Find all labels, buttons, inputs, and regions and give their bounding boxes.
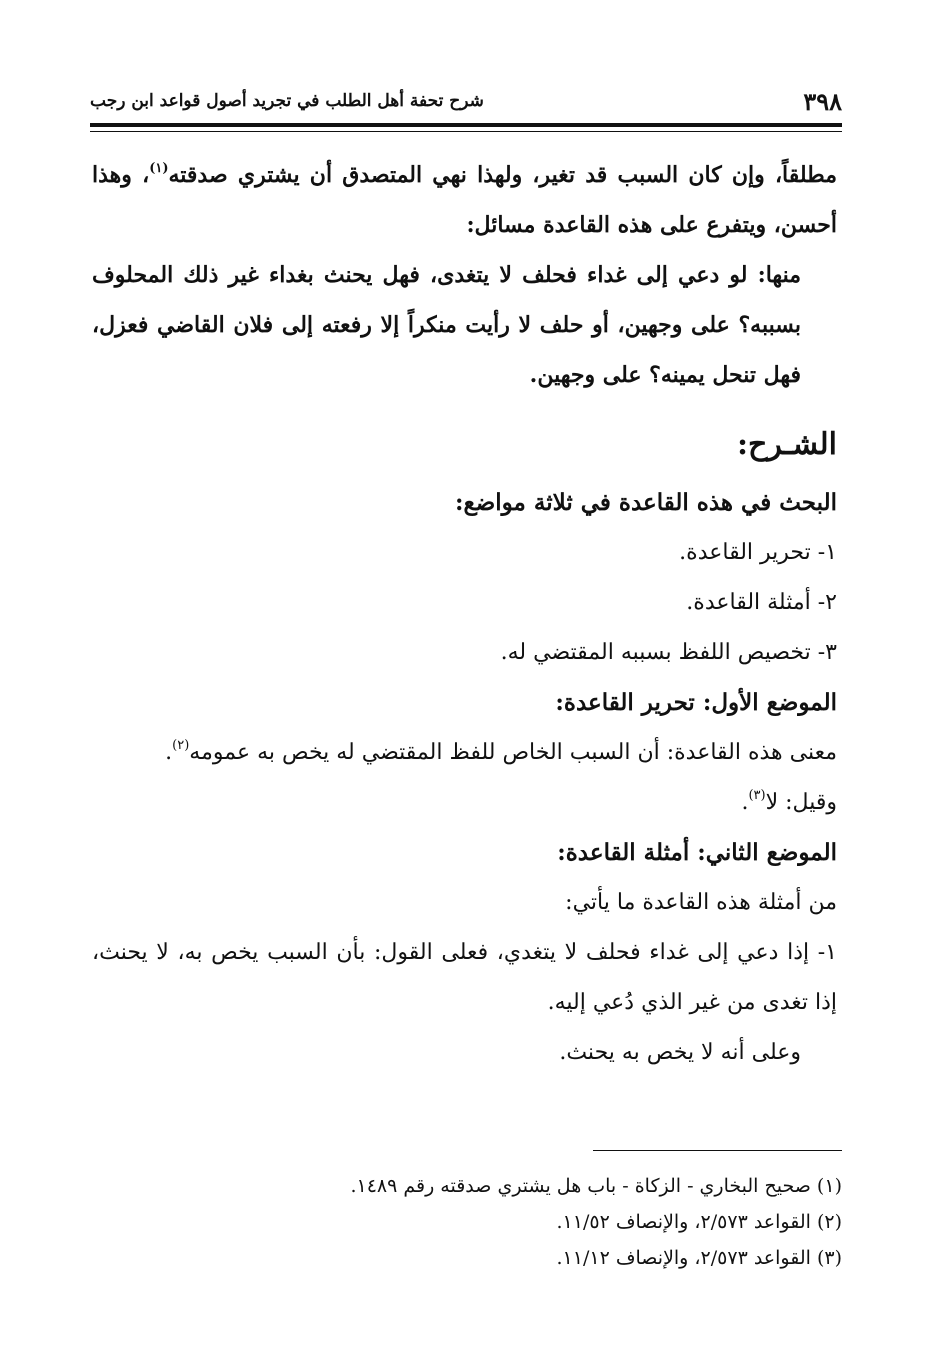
footnote-1: (١) صحيح البخاري - الزكاة - باب هل يشتري صدقته رقم ١٤٨٩. [350,1175,842,1197]
section1-heading: الموضع الأول: تحرير القاعدة: [555,689,837,716]
list-item: ٢- أمثلة القاعدة. [686,590,837,615]
footnote-ref-3[interactable]: (٣) [748,788,766,803]
footnote-ref-1[interactable]: (١) [149,161,169,176]
section2-heading: الموضع الثاني: أمثلة القاعدة: [557,839,837,866]
footnotes [92,1168,842,1276]
paragraph-2: منها: لو دعي إلى غداء فحلف لا يتغدى، فهل يحنث بغداء غير ذلك المحلوف بسببه؟ على وجهين، أو حلف لا رأيت منكراً إلا رفعته إلى فلان القاضي فعزل، فهل تنحل يمينه؟ على وجهين. [92,262,801,388]
topics-list [92,528,837,678]
paragraph-1 [92,150,837,250]
page-header [90,84,842,118]
s1-p2-end: . [741,790,749,815]
intro-heading: البحث في هذه القاعدة في ثلاثة مواضع: [455,489,837,516]
s1-p1-end: . [165,740,173,765]
s1-p2-text: وقيل: لا [765,790,837,815]
list-item: ٣- تخصيص اللفظ بسببه المقتضي له. [500,640,837,665]
footnote-3: (٣) القواعد ٢/٥٧٣، والإنصاف ١١/١٢. [556,1247,842,1269]
p1-line2: أحسن، ويتفرع على هذه القاعدة مسائل: [466,212,837,238]
s1-paragraph-1 [92,728,837,778]
header-rule-thin [90,131,842,132]
header-rule-thick [90,123,842,127]
p1-line1: مطلقاً، وإن كان السبب قد تغير، ولهذا نهي المتصدق أن يشتري صدقته [168,162,837,188]
p1-line1-end: ، وهذا [92,162,150,188]
running-title: شرح تحفة أهل الطلب في تجريد أصول قواعد ابن رجب [90,91,484,111]
list-item: ١- تحرير القاعدة. [679,540,837,565]
s2-paragraph-2: ١- إذا دعي إلى غداء فحلف لا يتغدي، فعلى القول: بأن السبب يخص به، لا يحنث، إذا تغدى من غير الذي دُعي إليه. [92,940,837,1015]
sharh-heading: الشـرح: [736,427,837,462]
s2-paragraph-1: من أمثلة هذه القاعدة ما يأتي: [565,890,837,915]
s1-p1-text: معنى هذه القاعدة: أن السبب الخاص للفظ المقتضي له يخص به عمومه [189,740,837,765]
page-number: ٣٩٨ [803,86,842,116]
s2-paragraph-3: وعلى أنه لا يخص به يحنث. [559,1040,801,1065]
s1-paragraph-2 [92,778,837,828]
footnote-ref-2[interactable]: (٢) [172,738,190,753]
footnote-separator [593,1150,842,1151]
footnote-2: (٢) القواعد ٢/٥٧٣، والإنصاف ١١/٥٢. [556,1211,842,1233]
page-body [92,150,837,1078]
